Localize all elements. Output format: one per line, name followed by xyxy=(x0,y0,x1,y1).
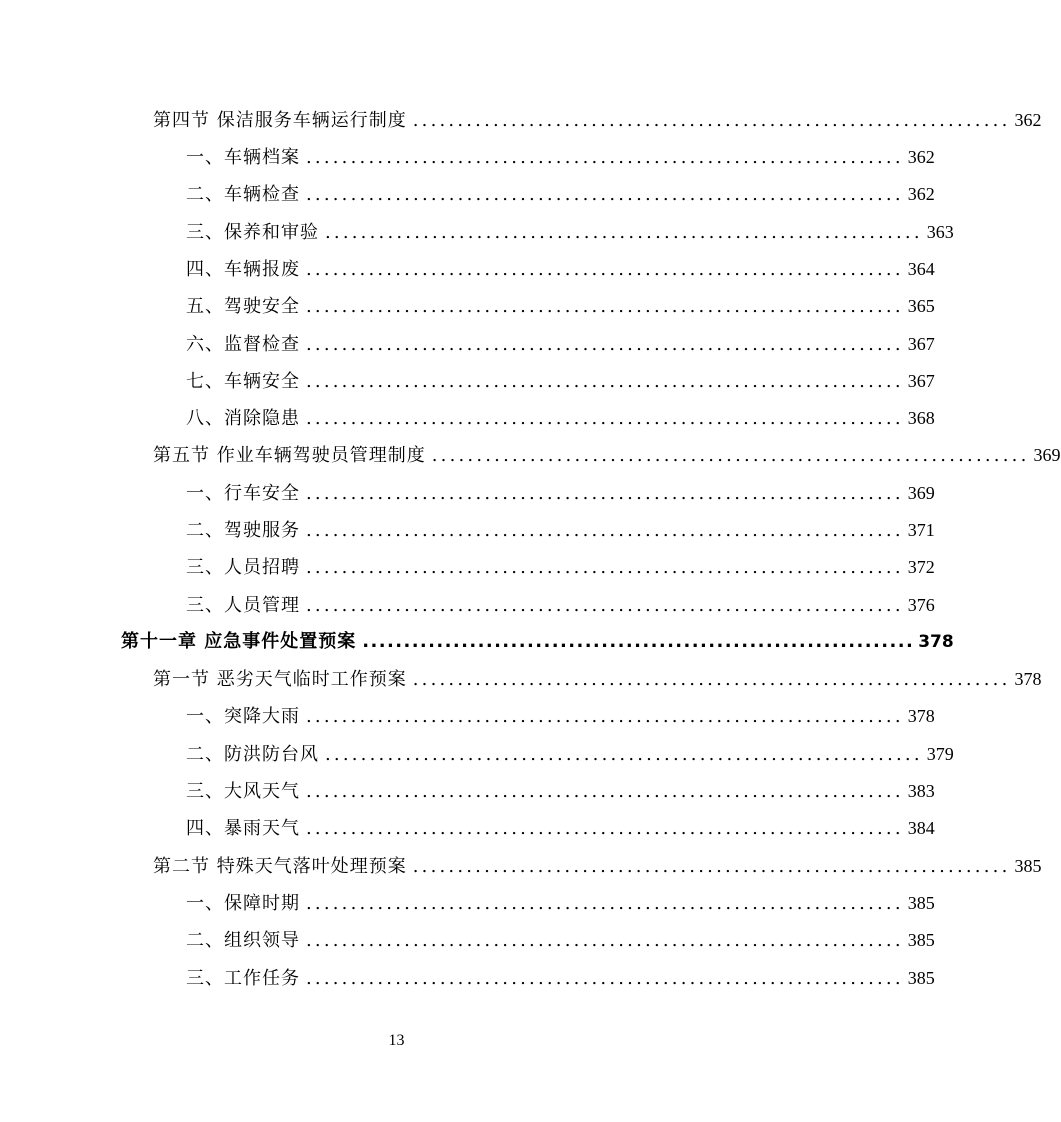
toc-entry-page: 372 xyxy=(907,557,935,577)
toc-entry-page: 378 xyxy=(907,706,935,726)
toc-entry-item[interactable] xyxy=(186,552,935,582)
toc-entry-label: 第五节 作业车辆驾驶员管理制度 xyxy=(153,445,426,466)
toc-entry-label: 七、车辆安全 xyxy=(186,371,300,392)
toc-leader-dots: ................................................................... xyxy=(306,334,904,355)
toc-entry-label: 六、监督检查 xyxy=(186,334,300,355)
toc-leader-dots: ................................................................... xyxy=(306,706,904,727)
toc-entry-item[interactable] xyxy=(186,888,935,918)
toc-entry-label: 三、保养和审验 xyxy=(186,222,319,243)
toc-entry-section-1[interactable] xyxy=(153,664,1042,694)
toc-entry-item[interactable] xyxy=(186,329,935,359)
toc-entry-page: 379 xyxy=(926,744,954,764)
toc-entry-label: 第四节 保洁服务车辆运行制度 xyxy=(153,110,407,131)
toc-leader-dots: ................................................................... xyxy=(306,595,904,616)
toc-entry-page: 384 xyxy=(907,818,935,838)
toc-leader-dots: ................................................................... xyxy=(412,110,1011,131)
toc-leader-dots: ................................................................... xyxy=(412,669,1011,690)
toc-entry-label: 三、大风天气 xyxy=(186,781,300,802)
toc-entry-item[interactable] xyxy=(186,142,935,172)
toc-leader-dots: ................................................................... xyxy=(306,781,904,802)
toc-entry-page: 385 xyxy=(907,968,935,988)
toc-leader-dots: ................................................................... xyxy=(306,818,904,839)
page-number: 13 xyxy=(388,1032,405,1049)
toc-leader-dots: ................................................................... xyxy=(412,856,1011,877)
toc-entry-page: 369 xyxy=(907,483,935,503)
toc-entry-label: 二、组织领导 xyxy=(186,930,300,951)
toc-entry-label: 八、消除隐患 xyxy=(186,408,300,429)
toc-leader-dots: ................................................................... xyxy=(306,483,904,504)
toc-leader-dots: ................................................................... xyxy=(306,259,904,280)
toc-entry-item[interactable] xyxy=(186,478,935,508)
toc-entry-page: 385 xyxy=(907,930,935,950)
toc-entry-section-2[interactable] xyxy=(153,851,1042,881)
toc-leader-dots: ................................................................... xyxy=(306,408,904,429)
toc-entry-page: 385 xyxy=(1014,856,1042,876)
toc-entry-item[interactable] xyxy=(186,813,935,843)
toc-entry-label: 一、车辆档案 xyxy=(186,147,300,168)
toc-leader-dots: ................................................................... xyxy=(306,968,904,989)
toc-entry-item[interactable] xyxy=(186,701,935,731)
toc-entry-page: 378 xyxy=(918,632,954,652)
toc-entry-item[interactable] xyxy=(186,291,935,321)
toc-entry-label: 五、驾驶安全 xyxy=(186,296,300,317)
toc-leader-dots: ................................................................... xyxy=(306,184,904,205)
toc-leader-dots: ................................................................... xyxy=(306,520,904,541)
toc-leader-dots: ................................................................... xyxy=(325,744,923,765)
toc-entry-label: 四、暴雨天气 xyxy=(186,818,300,839)
toc-entry-page: 369 xyxy=(1033,445,1061,465)
toc-entry-page: 362 xyxy=(907,147,935,167)
toc-entry-label: 二、防洪防台风 xyxy=(186,744,319,765)
toc-leader-dots: ................................................................... xyxy=(362,631,915,652)
toc-entry-label: 三、人员管理 xyxy=(186,595,300,616)
toc-leader-dots: ................................................................... xyxy=(325,222,923,243)
toc-entry-section-4[interactable] xyxy=(153,105,1042,135)
toc-entry-label: 三、人员招聘 xyxy=(186,557,300,578)
toc-entry-label: 一、突降大雨 xyxy=(186,706,300,727)
toc-entry-item[interactable] xyxy=(186,217,954,247)
toc-entry-page: 383 xyxy=(907,781,935,801)
toc-entry-item[interactable] xyxy=(186,403,935,433)
toc-entry-page: 368 xyxy=(907,408,935,428)
toc-entry-page: 367 xyxy=(907,334,935,354)
toc-entry-page: 385 xyxy=(907,893,935,913)
toc-entry-page: 371 xyxy=(907,520,935,540)
toc-entry-item[interactable] xyxy=(186,179,935,209)
toc-entry-label: 一、保障时期 xyxy=(186,893,300,914)
toc-entry-item[interactable] xyxy=(186,776,935,806)
toc-entry-page: 362 xyxy=(1014,110,1042,130)
toc-entry-label: 二、车辆检查 xyxy=(186,184,300,205)
toc-leader-dots: ................................................................... xyxy=(306,147,904,168)
toc-entry-item[interactable] xyxy=(186,925,935,955)
toc-entry-label: 第一节 恶劣天气临时工作预案 xyxy=(153,669,407,690)
toc-leader-dots: ................................................................... xyxy=(306,296,904,317)
toc-leader-dots: ................................................................... xyxy=(306,893,904,914)
toc-entry-label: 三、工作任务 xyxy=(186,968,300,989)
toc-leader-dots: ................................................................... xyxy=(431,445,1030,466)
toc-entry-page: 367 xyxy=(907,371,935,391)
toc-entry-label: 二、驾驶服务 xyxy=(186,520,300,541)
toc-entry-label: 四、车辆报废 xyxy=(186,259,300,280)
toc-entry-page: 363 xyxy=(926,222,954,242)
toc-entry-page: 376 xyxy=(907,595,935,615)
toc-entry-page: 365 xyxy=(907,296,935,316)
toc-leader-dots: ................................................................... xyxy=(306,557,904,578)
toc-leader-dots: ................................................................... xyxy=(306,371,904,392)
toc-entry-item[interactable] xyxy=(186,963,935,993)
toc-leader-dots: ................................................................... xyxy=(306,930,904,951)
toc-entry-item[interactable] xyxy=(186,590,935,620)
toc-entry-chapter-11[interactable] xyxy=(121,627,954,657)
toc-entry-label: 第二节 特殊天气落叶处理预案 xyxy=(153,856,407,877)
toc-entry-item[interactable] xyxy=(186,515,935,545)
toc-entry-label: 一、行车安全 xyxy=(186,483,300,504)
toc-entry-page: 378 xyxy=(1014,669,1042,689)
toc-entry-page: 362 xyxy=(907,184,935,204)
toc-entry-item[interactable] xyxy=(186,254,935,284)
toc-entry-label: 第十一章 应急事件处置预案 xyxy=(121,631,357,652)
toc-entry-page: 364 xyxy=(907,259,935,279)
toc-entry-section-5[interactable] xyxy=(153,440,1061,470)
toc-entry-item[interactable] xyxy=(186,366,935,396)
toc-entry-item[interactable] xyxy=(186,739,954,769)
